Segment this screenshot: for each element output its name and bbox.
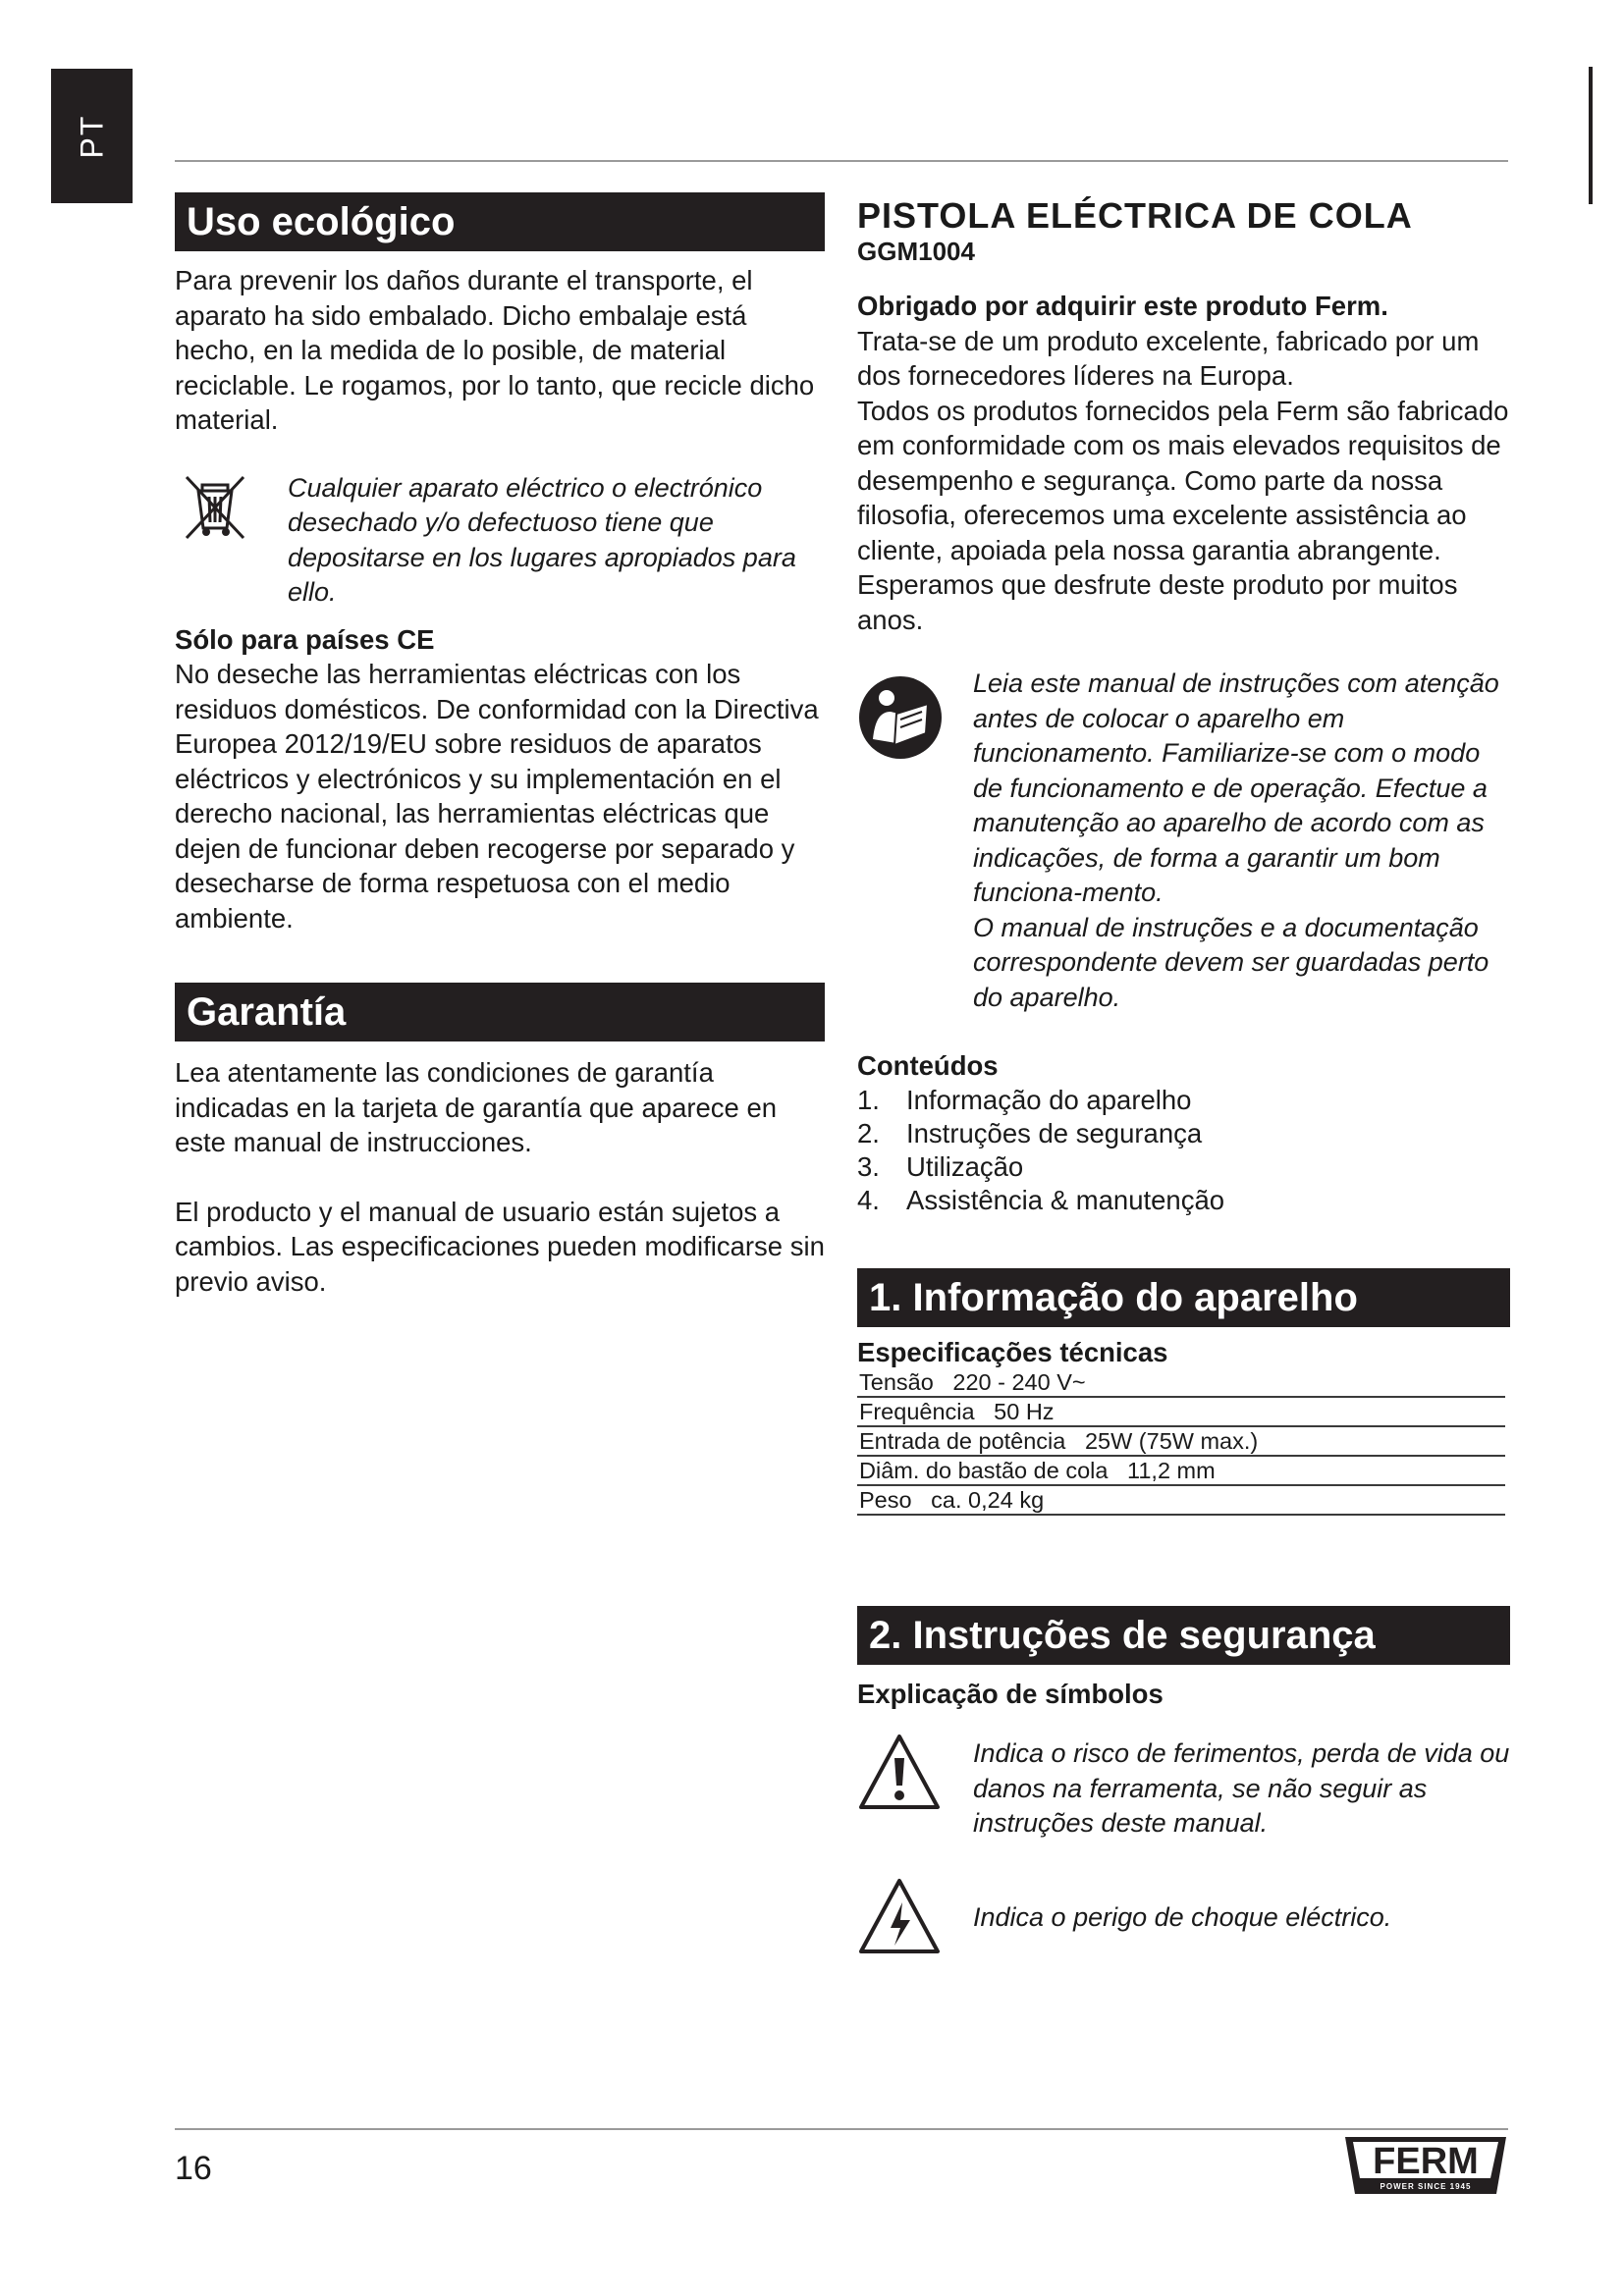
page-number: 16	[175, 2150, 212, 2187]
eco-section-title: Uso ecológico	[175, 192, 825, 251]
contents-list	[857, 1084, 1510, 1217]
contents-item: 4. Assistência & manutenção	[857, 1184, 1225, 1215]
margin-bar	[1589, 67, 1593, 204]
contents-item: 3. Utilização	[857, 1150, 1024, 1182]
contents-item: 1. Informação do aparelho	[857, 1084, 1192, 1115]
model-number: GGM1004	[857, 237, 975, 266]
spec-row: Diâm. do bastão de cola 11,2 mm	[857, 1456, 1505, 1485]
ce-heading: Sólo para países CE	[175, 623, 435, 655]
section-2-title: 2. Instruções de segurança	[857, 1606, 1510, 1665]
weee-notice-text: Cualquier aparato eléctrico o electrónico desechado y/o defectuoso tiene que depositarse en los lugares apropiados para ello.	[288, 472, 796, 607]
symbols-heading: Explicação de símbolos	[857, 1678, 1164, 1709]
spec-row: Frequência 50 Hz	[857, 1397, 1505, 1426]
spec-heading: Especificações técnicas	[857, 1336, 1168, 1367]
intro-paragraph: Trata-se de um produto excelente, fabricado por um dos fornecedores líderes na Europa.	[857, 325, 1480, 391]
electric-shock-icon	[857, 1877, 973, 1960]
read-manual-text	[973, 667, 1510, 1015]
language-tab-label: PT	[74, 114, 109, 158]
logo-wordmark: FERM	[1373, 2141, 1479, 2182]
read-manual-icon	[857, 667, 973, 766]
warranty-section-title: Garantía	[175, 983, 825, 1041]
warning-symbol-text: Indica o risco de ferimentos, perda de vida ou danos na ferramenta, se não seguir as instruções deste manual.	[973, 1738, 1510, 1838]
shock-symbol-text: Indica o perigo de choque eléctrico.	[973, 1901, 1392, 1932]
ce-paragraph: No deseche las herramientas eléctricas con los residuos domésticos. De conformidad con la Directiva Europea 2012/19/EU sobre residuos de aparatos eléctricos y electrónicos y su implementación en el derecho nacional, las herramientas eléctricas que dejen de funcionar deben recogerse por separado y desecharse de forma respetuosa con el medio ambiente.	[175, 659, 819, 934]
footer-rule	[175, 2128, 1508, 2130]
section-1-title: 1. Informação do aparelho	[857, 1268, 1510, 1327]
language-tab	[51, 69, 133, 203]
read-manual-notice	[857, 667, 1510, 1015]
eco-paragraph: Para prevenir los daños durante el transporte, el aparato ha sido embalado. Dicho embalaje está hecho, en la medida de lo posible, de material reciclable. Le rogamos, por lo tanto, que recicle dicho material.	[175, 265, 815, 435]
spec-row: Peso ca. 0,24 kg	[857, 1485, 1505, 1515]
read-manual-text-2: O manual de instruções e a documentação correspondente devem ser guardadas perto do aparelho.	[973, 912, 1489, 1012]
warranty-paragraph-1: Lea atentamente las condiciones de garantía indicadas en la tarjeta de garantía que aparece en este manual de instrucciones.	[175, 1057, 778, 1157]
spec-row: Entrada de potência 25W (75W max.)	[857, 1426, 1505, 1456]
shock-symbol-row	[857, 1877, 1510, 1960]
warning-triangle-icon	[857, 1733, 973, 1816]
ferm-logo	[1343, 2133, 1508, 2203]
weee-notice	[175, 471, 825, 611]
warranty-paragraph-2: El producto y el manual de usuario están sujetos a cambios. Las especificaciones pueden modificarse sin previo aviso.	[175, 1196, 825, 1297]
product-title: PISTOLA ELÉCTRICA DE COLA	[857, 195, 1413, 236]
thanks-heading: Obrigado por adquirir este produto Ferm.	[857, 291, 1388, 321]
spec-row: Tensão 220 - 240 V~	[857, 1368, 1505, 1397]
intro-paragraph-2: Todos os produtos fornecidos pela Ferm são fabricado em conformidade com os mais elevados requisitos de desempenho e segurança. Como parte da nossa filosofia, oferecemos uma excelente assistência ao cliente, apoiada pela nossa garantia abrangente. Esperamos que desfrute deste produto por muitos anos.	[857, 395, 1509, 635]
left-column	[175, 192, 825, 1299]
crossed-out-wheelie-bin-icon	[175, 471, 288, 549]
spec-table	[857, 1368, 1505, 1516]
header-rule	[175, 160, 1508, 162]
read-manual-text-1: Leia este manual de instruções com atenção antes de colocar o aparelho em funcionamento. Familiarize-se com o modo de funcionamento e de operação. Efectue a manutenção ao aparelho de acordo com as indicações, de forma a garantir um bom funciona-mento.	[973, 668, 1499, 907]
right-column	[857, 192, 1510, 1960]
contents-item: 2. Instruções de segurança	[857, 1117, 1203, 1148]
warning-symbol-row	[857, 1733, 1510, 1842]
logo-tagline: POWER SINCE 1945	[1380, 2182, 1472, 2191]
contents-heading: Conteúdos	[857, 1050, 999, 1081]
